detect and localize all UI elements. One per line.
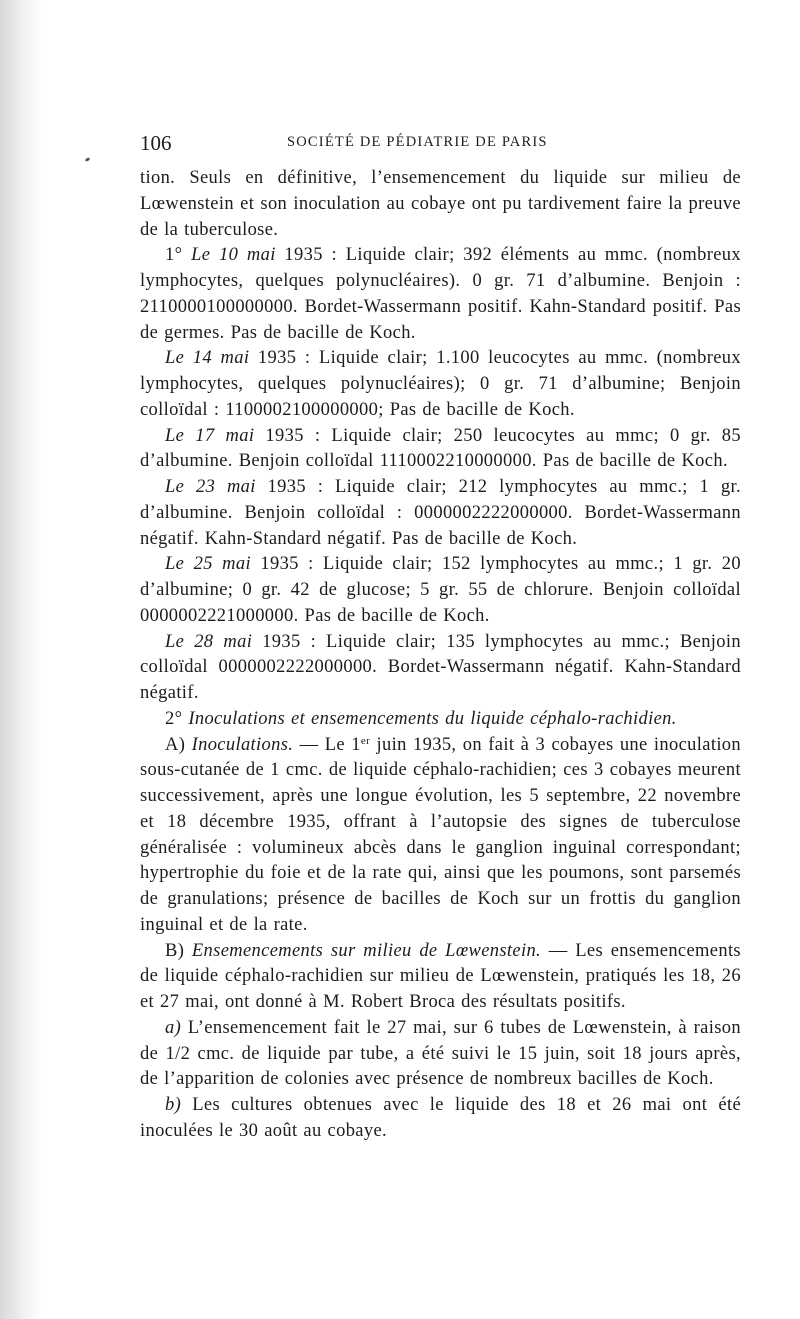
paragraph-may-28 — [140, 630, 741, 707]
subsection-label: B) — [165, 940, 185, 961]
section-heading — [140, 707, 741, 733]
page-header — [140, 131, 740, 155]
paragraph-inoculations — [140, 733, 741, 939]
paragraph-item-b — [140, 1093, 741, 1145]
page-number: 106 — [140, 131, 172, 155]
paragraph-text: Les cultures obtenues avec le liquide des 18 et 26 mai ont été inoculées le 30 août au cobaye. — [140, 1095, 741, 1141]
paragraph-text: 1935 : Liquide clair; 250 leucocytes au mmc; 0 gr. 85 d’albumine. Benjoin colloïdal 1110002210000000. Pas de bacille de Koch. — [140, 425, 742, 472]
paragraph-text: — Le 1 — [293, 734, 361, 755]
paragraph-may-14 — [140, 346, 741, 423]
paragraph-may-17 — [140, 424, 741, 476]
paragraph-text: 1935 : Liquide clair; 135 lymphocytes au mmc.; Benjoin colloïdal 0000002222000000. Bordet-Wassermann négatif. Kahn-Standard négatif. — [140, 631, 741, 703]
subsection-title: Ensemencements sur milieu de Lœwenstein. — [191, 940, 542, 961]
list-number: 2° — [165, 708, 183, 729]
date-label: Le 23 mai — [165, 477, 256, 497]
subsection-label: A) — [165, 734, 186, 755]
date-label: Le 10 mai — [191, 245, 276, 266]
paragraph-text: 1935 : Liquide clair; 1.100 leucocytes au mmc. (nombreux lymphocytes, quelques polynucléaires); 0 gr. 71 d’albumine; Benjoin colloïdal : 1100002100000000; Pas de bacille de Koch. — [140, 348, 741, 420]
paragraph-text: 1935 : Liquide clair; 212 lymphocytes au mmc.; 1 gr. d’albumine. Benjoin colloïdal : 0000002222000000. Bordet-Wassermann négatif. Kahn-Standard négatif. Pas de bacille de Koch. — [140, 477, 741, 549]
subsection-title: Inoculations. — [191, 734, 294, 755]
list-number: 1° — [165, 245, 183, 266]
paragraph-may-25 — [140, 552, 741, 629]
paragraph-text: L’ensemencement fait le 27 mai, sur 6 tubes de Lœwenstein, à raison de 1/2 cmc. de liquide par tube, a été suivi le 15 juin, soit 18 jours après, de l’apparition de colonies avec présence de nombreux bacilles de Koch. — [140, 1017, 741, 1090]
running-title: SOCIÉTÉ DE PÉDIATRIE DE PARIS — [287, 134, 548, 150]
paragraph-ensemencements — [140, 939, 741, 1016]
paragraph-text: tion. Seuls en définitive, l’ensemencement du liquide sur milieu de Lœwenstein et son inoculation au cobaye ont pu tardivement faire la preuve de la tuberculose. — [140, 168, 741, 240]
paragraph-item-a — [140, 1016, 741, 1093]
paragraph-text: juin 1935, on fait à 3 cobayes une inoculation sous-cutanée de 1 cmc. de liquide céphalo-rachidien; ces 3 cobayes meurent successivement, après une longue évolution, les 5 septembre, 22 novembre et 18 décembre 1935, offrant à l’autopsie des signes de tuberculose généralisée : volumineux abcès dans le ganglion inguinal correspondant; hypertrophie du foie et de la rate qui, ainsi que les poumons, sont parsemés de granulations; présence de bacilles de Koch sur un frottis du ganglion inguinal et de la rate. — [140, 734, 742, 935]
superscript: er — [360, 734, 371, 747]
paragraph-text: — Les ensemencements de liquide céphalo-rachidien sur milieu de Lœwenstein, pratiqués les 18, 26 et 27 mai, ont donné à M. Robert Broca des résultats positifs. — [140, 940, 741, 1012]
item-label: b) — [165, 1095, 182, 1115]
date-label: Le 25 mai — [165, 554, 251, 575]
date-label: Le 14 mai — [165, 348, 250, 369]
date-label: Le 17 mai — [165, 425, 255, 446]
date-label: Le 28 mai — [165, 631, 253, 652]
binding-gutter-shadow — [0, 0, 44, 1319]
section-title: Inoculations et ensemencements du liquide céphalo-rachidien. — [188, 708, 677, 729]
paragraph-continuation — [140, 166, 741, 243]
print-speck — [85, 157, 91, 162]
item-label: a) — [165, 1017, 182, 1038]
paragraph-may-10 — [140, 243, 741, 346]
paragraph-text: 1935 : Liquide clair; 152 lymphocytes au mmc.; 1 gr. 20 d’albumine; 0 gr. 42 de glucose; 5 gr. 55 de chlorure. Benjoin colloïdal 0000002221000000. Pas de bacille de Koch. — [140, 554, 741, 626]
paragraph-may-23 — [140, 475, 741, 552]
body-text — [140, 166, 741, 1145]
paragraph-text: 1935 : Liquide clair; 392 éléments au mmc. (nombreux lymphocytes, quelques polynucléaires). 0 gr. 71 d’albumine. Benjoin : 2110000100000000. Bordet-Wassermann positif. Kahn-Standard positif. Pas de germes. Pas de bacille de Koch. — [140, 245, 741, 343]
